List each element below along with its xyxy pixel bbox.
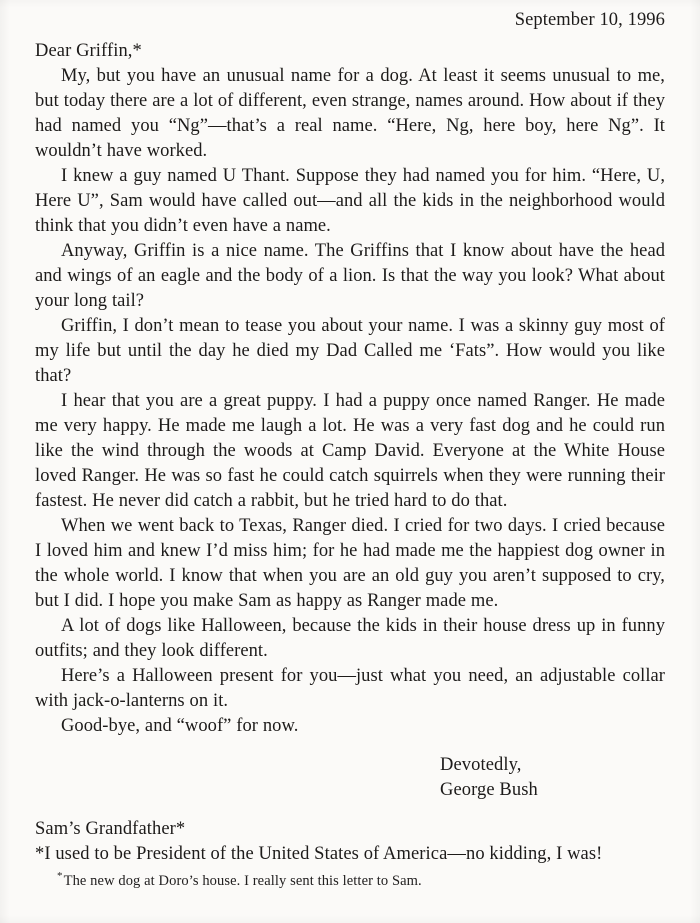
footnote-marker: * — [57, 870, 63, 882]
letter-paragraph: My, but you have an unusual name for a dog. At least it seems unusual to me, but today there are a lot of different, even strange, names around. How about if they had named you “Ng”—that’s a real name. “Here, Ng, here boy, here Ng”. It wouldn’t have worked. — [35, 66, 665, 161]
post-signature-block — [35, 817, 665, 867]
post-signature-note: *I used to be President of the United States of America—no kidding, I was! — [35, 844, 603, 864]
footnote-text: The new dog at Doro’s house. I really sent this letter to Sam. — [63, 873, 422, 889]
signature-closing: Devotedly, — [440, 755, 522, 775]
letter-paragraph: When we went back to Texas, Ranger died. I cried for two days. I cried because I loved him and knew I’d miss him; for he had made me the happiest dog owner in the whole world. I know that when you are an old guy you aren’t supposed to cry, but I did. I hope you make Sam as happy as Ranger made me. — [35, 516, 665, 611]
letter-paragraph: Good-bye, and “woof” for now. — [61, 716, 299, 736]
letter-body — [35, 8, 665, 867]
signature-block — [35, 753, 665, 803]
signature-name: George Bush — [440, 780, 538, 800]
letter-paragraph: I hear that you are a great puppy. I had a puppy once named Ranger. He made me very happy. He made me laugh a lot. He was a very fast dog and he could run like the wind through the woods at Camp David. Everyone at the White House loved Ranger. He was so fast he could catch squirrels when they were running their fastest. He never did catch a rabbit, but he tried hard to do that. — [35, 391, 665, 511]
letter-salutation: Dear Griffin,* — [35, 41, 142, 61]
letter-paragraph: I knew a guy named U Thant. Suppose they had named you for him. “Here, U, Here U”, Sam would have called out—and all the kids in the neighborhood would think that you didn’t even have a name. — [35, 166, 665, 236]
letter-paragraph: A lot of dogs like Halloween, because the kids in their house dress up in funny outfits; and they look different. — [35, 616, 665, 661]
letter-paragraph: Griffin, I don’t mean to tease you about your name. I was a skinny guy most of my life but until the day he died my Dad Called me ‘Fats”. How would you like that? — [35, 316, 665, 386]
letter-paragraph: Here’s a Halloween present for you—just what you need, an adjustable collar with jack-o-lanterns on it. — [35, 666, 665, 711]
letter-date: September 10, 1996 — [514, 10, 665, 30]
footnote — [57, 866, 422, 891]
post-signature-relation: Sam’s Grandfather* — [35, 819, 186, 839]
letter-paragraph: Anyway, Griffin is a nice name. The Griffins that I know about have the head and wings of an eagle and the body of a lion. Is that the way you look? What about your long tail? — [35, 241, 665, 311]
